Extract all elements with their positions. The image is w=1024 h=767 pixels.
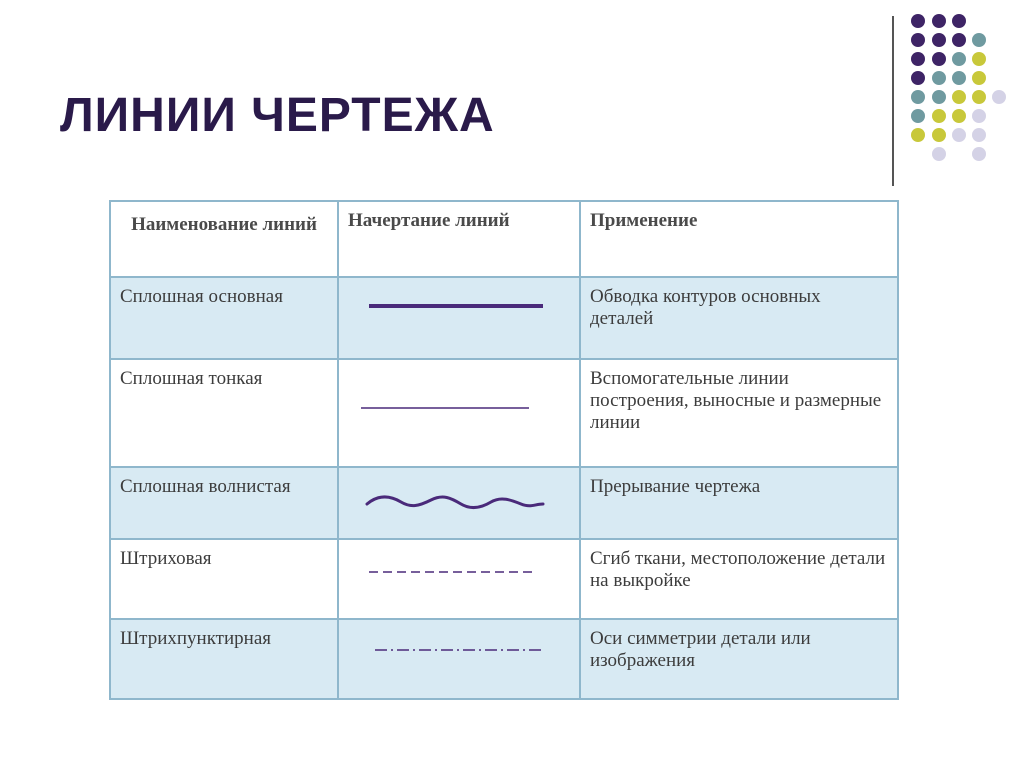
line-name-cell: Сплошная тонкая (110, 359, 338, 467)
table-row (110, 359, 898, 467)
decorative-dot (932, 109, 946, 123)
decorative-dot (932, 71, 946, 85)
table-header-row (110, 201, 898, 277)
decorative-dot (952, 109, 966, 123)
slide-title: ЛИНИИ ЧЕРТЕЖА (60, 89, 495, 142)
decorative-dot (972, 128, 986, 142)
decorative-dot (932, 128, 946, 142)
line-sample-cell (338, 277, 580, 359)
line-sample-dashed (339, 540, 561, 618)
line-sample-solid-thick (339, 278, 561, 358)
decorative-dot (992, 90, 1006, 104)
decorative-dot (911, 90, 925, 104)
line-use-cell: Обводка контуров основных деталей (580, 277, 898, 359)
header-name: Наименование линий (110, 201, 338, 277)
table-row (110, 619, 898, 699)
decorative-dot (972, 90, 986, 104)
decorative-dot-grid (0, 0, 1024, 180)
decorative-dot (952, 14, 966, 28)
line-sample-wavy (339, 468, 561, 538)
line-name-cell: Сплошная волнистая (110, 467, 338, 539)
line-sample-cell (338, 539, 580, 619)
drawing-lines-table (109, 200, 899, 700)
decorative-dot (972, 147, 986, 161)
table-row (110, 467, 898, 539)
decorative-dot (911, 71, 925, 85)
line-sample-solid-thin (339, 360, 561, 466)
decorative-dot (911, 52, 925, 66)
line-use-cell: Вспомогательные линии построения, выносные и размерные линии (580, 359, 898, 467)
line-use-cell: Прерывание чертежа (580, 467, 898, 539)
decorative-dot (932, 33, 946, 47)
header-use: Применение (580, 201, 898, 277)
decorative-dot (952, 52, 966, 66)
decorative-dot (972, 71, 986, 85)
line-sample-cell (338, 359, 580, 467)
line-name-cell: Сплошная основная (110, 277, 338, 359)
table-row (110, 539, 898, 619)
table-row (110, 277, 898, 359)
line-name-cell: Штриховая (110, 539, 338, 619)
line-sample-cell (338, 467, 580, 539)
decorative-dot (911, 109, 925, 123)
line-sample-cell (338, 619, 580, 699)
decorative-dot (972, 33, 986, 47)
decorative-dot (911, 128, 925, 142)
decorative-dot (911, 33, 925, 47)
line-name-cell: Штрихпунктирная (110, 619, 338, 699)
decorative-dot (952, 90, 966, 104)
decorative-dot (952, 33, 966, 47)
decorative-dot (932, 90, 946, 104)
header-style: Начертание линий (338, 201, 580, 277)
decorative-dot (952, 128, 966, 142)
decorative-dot (972, 109, 986, 123)
decorative-dot (911, 14, 925, 28)
decorative-dot (932, 14, 946, 28)
decorative-dot (952, 71, 966, 85)
decorative-dot (972, 52, 986, 66)
decorative-dot (932, 147, 946, 161)
line-use-cell: Сгиб ткани, местоположение детали на выкройке (580, 539, 898, 619)
line-sample-dash-dot (339, 620, 561, 698)
decorative-dot (932, 52, 946, 66)
line-use-cell: Оси симметрии детали или изображения (580, 619, 898, 699)
